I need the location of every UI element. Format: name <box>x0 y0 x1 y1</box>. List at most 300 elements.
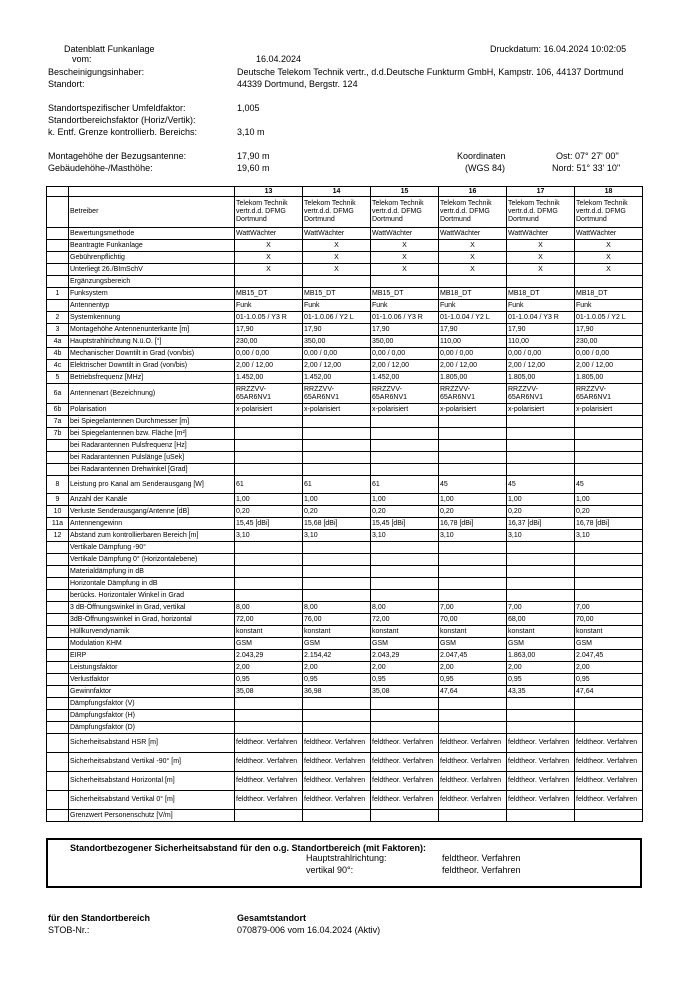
row-label: Betriebsfrequenz [MHz] <box>69 372 235 384</box>
value-cell <box>303 710 371 722</box>
value-cell: feldtheor. Verfahren <box>235 753 303 772</box>
value-cell <box>507 722 575 734</box>
mark-cell: X <box>507 264 575 276</box>
row-num <box>47 554 69 566</box>
value-cell: 7,00 <box>439 602 507 614</box>
value-cell <box>439 566 507 578</box>
row-leistungsfaktor <box>47 662 643 674</box>
mark-cell: X <box>235 252 303 264</box>
operator-cell <box>303 197 371 228</box>
mark-cell: X <box>371 264 439 276</box>
value-cell: 0,20 <box>303 506 371 518</box>
value-cell <box>507 542 575 554</box>
value-cell: 2,00 / 12,00 <box>507 360 575 372</box>
row-gebuehrenpflichtig <box>47 252 643 264</box>
row-horiz-winkel <box>47 590 643 602</box>
value-cell <box>303 698 371 710</box>
value-cell: 01-1.0.05 / Y2 L <box>575 312 643 324</box>
operator-line: Dortmund <box>236 216 267 223</box>
footer-right-title: Gesamtstandort <box>237 913 307 923</box>
row-label: Gewinnfaktor <box>69 686 235 698</box>
mark-cell: X <box>507 240 575 252</box>
value-cell: MB18_DT <box>507 288 575 300</box>
antenna-model-line: RRZZVV- <box>440 385 470 393</box>
operator-line: Dortmund <box>576 216 607 223</box>
row-polarisation <box>47 404 643 416</box>
value-cell: 72,00 <box>235 614 303 626</box>
value-cell: 68,00 <box>507 614 575 626</box>
value-cell <box>235 554 303 566</box>
row-num <box>47 698 69 710</box>
value-cell: konstant <box>575 626 643 638</box>
value-cell: feldtheor. Verfahren <box>371 753 439 772</box>
value-cell: 01-1.0.04 / Y3 R <box>507 312 575 324</box>
value-cell: 7,00 <box>575 602 643 614</box>
row-num: 6b <box>47 404 69 416</box>
value-cell: konstant <box>371 626 439 638</box>
row-verlustfaktor <box>47 674 643 686</box>
row-num <box>47 452 69 464</box>
value-cell: Funk <box>235 300 303 312</box>
header-num-cell <box>47 187 69 197</box>
coordinates-label: Koordinaten <box>457 151 506 161</box>
row-label: Dämpfungsfaktor (D) <box>69 722 235 734</box>
row-verluste <box>47 506 643 518</box>
row-num: 3 <box>47 324 69 336</box>
distance-label: k. Entf. Grenze kontrollierb. Bereichs: <box>48 127 198 137</box>
value-cell: 70,00 <box>439 614 507 626</box>
row-num: 1 <box>47 288 69 300</box>
value-cell: 16,78 [dBi] <box>575 518 643 530</box>
value-cell: 0,20 <box>439 506 507 518</box>
value-cell: 0,95 <box>303 674 371 686</box>
mark-cell: X <box>235 240 303 252</box>
operator-line: vertr.d.d. DFMG <box>576 208 626 215</box>
value-cell <box>439 542 507 554</box>
row-num <box>47 264 69 276</box>
value-cell: 2,00 <box>507 662 575 674</box>
row-operator <box>47 197 643 228</box>
row-num: 8 <box>47 476 69 494</box>
antenna-model-line: 65AR6NV1 <box>372 393 408 401</box>
summary-vert-value: feldtheor. Verfahren <box>442 865 521 875</box>
value-cell <box>303 590 371 602</box>
value-cell: 0,00 / 0,00 <box>575 348 643 360</box>
value-cell: 350,00 <box>371 336 439 348</box>
value-cell: feldtheor. Verfahren <box>439 753 507 772</box>
row-label: bei Radarantennen Drehwinkel [Grad] <box>69 464 235 476</box>
row-label: bei Radarantennen Pulsfrequenz [Hz] <box>69 440 235 452</box>
value-cell: WattWächter <box>371 228 439 240</box>
row-num <box>47 753 69 772</box>
row-num <box>47 578 69 590</box>
value-cell <box>235 452 303 464</box>
value-cell: 45 <box>575 476 643 494</box>
value-cell <box>507 464 575 476</box>
value-cell: Funk <box>371 300 439 312</box>
value-cell: GSM <box>439 638 507 650</box>
row-elek-downtilt <box>47 360 643 372</box>
value-cell <box>235 276 303 288</box>
value-cell <box>575 554 643 566</box>
row-grenzwert <box>47 810 643 822</box>
value-cell <box>303 566 371 578</box>
value-cell <box>235 590 303 602</box>
value-cell <box>575 452 643 464</box>
value-cell: feldtheor. Verfahren <box>507 772 575 791</box>
coordinate-east: Ost: 07° 27' 00'' <box>556 151 619 161</box>
value-cell <box>507 698 575 710</box>
value-cell <box>439 710 507 722</box>
value-cell: MB15_DT <box>303 288 371 300</box>
value-cell: GSM <box>507 638 575 650</box>
value-cell: 01-1.0.06 / Y3 R <box>371 312 439 324</box>
value-cell: x-polarisiert <box>235 404 303 416</box>
row-betriebsfrequenz <box>47 372 643 384</box>
row-num <box>47 228 69 240</box>
value-cell <box>371 464 439 476</box>
value-cell <box>575 440 643 452</box>
value-cell: 2.047,45 <box>575 650 643 662</box>
operator-line: Dortmund <box>440 216 471 223</box>
value-cell: 0,95 <box>575 674 643 686</box>
row-huellkurvendynamik <box>47 626 643 638</box>
value-cell <box>439 428 507 440</box>
row-unterliegt <box>47 264 643 276</box>
operator-line: Telekom Technik <box>440 200 492 207</box>
row-horiz-daempfung <box>47 578 643 590</box>
value-cell: konstant <box>507 626 575 638</box>
row-label: bei Spiegelantennen Durchmesser [m] <box>69 416 235 428</box>
row-num <box>47 240 69 252</box>
value-cell: 1.452,00 <box>235 372 303 384</box>
row-systemkennung <box>47 312 643 324</box>
summary-main-label: Hauptstrahlrichtung: <box>306 853 387 863</box>
mark-cell: X <box>507 252 575 264</box>
row-label: Horizontale Dämpfung in dB <box>69 578 235 590</box>
value-cell: feldtheor. Verfahren <box>575 753 643 772</box>
value-cell: Funk <box>507 300 575 312</box>
value-cell <box>507 578 575 590</box>
value-cell <box>439 440 507 452</box>
value-cell <box>235 464 303 476</box>
mark-cell: X <box>575 252 643 264</box>
value-cell: 0,00 / 0,00 <box>371 348 439 360</box>
row-sicherheitsabstand-hsr <box>47 734 643 753</box>
row-label: Sicherheitsabstand Vertikal 0° [m] <box>69 791 235 810</box>
value-cell <box>371 554 439 566</box>
row-daempfungsfaktor-h <box>47 710 643 722</box>
row-label: Antennengewinn <box>69 518 235 530</box>
header-name-cell <box>69 187 235 197</box>
value-cell <box>303 722 371 734</box>
value-cell: WattWächter <box>303 228 371 240</box>
footer-left-sub: STOB-Nr.: <box>48 925 90 935</box>
row-label: 3 dB-Öffnungswinkel in Grad, vertikal <box>69 602 235 614</box>
value-cell: x-polarisiert <box>303 404 371 416</box>
value-cell: 47,64 <box>439 686 507 698</box>
value-cell: 1.452,00 <box>303 372 371 384</box>
row-label: Polarisation <box>69 404 235 416</box>
value-cell: 2,00 <box>235 662 303 674</box>
column-header: 18 <box>575 187 643 197</box>
column-header: 13 <box>235 187 303 197</box>
row-spiegel-flaeche <box>47 428 643 440</box>
value-cell: 2,00 / 12,00 <box>235 360 303 372</box>
value-cell <box>235 416 303 428</box>
row-num <box>47 464 69 476</box>
row-label: bei Radarantennen Pulslänge [uSek] <box>69 452 235 464</box>
antenna-model-line: 65AR6NV1 <box>576 393 612 401</box>
value-cell: 17,90 <box>575 324 643 336</box>
row-label: Bewertungsmethode <box>69 228 235 240</box>
value-cell <box>371 710 439 722</box>
value-cell <box>235 698 303 710</box>
value-cell: 35,08 <box>235 686 303 698</box>
value-cell: x-polarisiert <box>439 404 507 416</box>
operator-cell <box>507 197 575 228</box>
value-cell: Funk <box>303 300 371 312</box>
value-cell: 36,98 <box>303 686 371 698</box>
antenna-model-cell <box>439 384 507 404</box>
row-label: 3dB-Öffnungswinkel in Grad, horizontal <box>69 614 235 626</box>
value-cell: feldtheor. Verfahren <box>235 772 303 791</box>
value-cell: 0,00 / 0,00 <box>439 348 507 360</box>
row-num: 4b <box>47 348 69 360</box>
value-cell: 76,00 <box>303 614 371 626</box>
operator-cell <box>235 197 303 228</box>
row-num <box>47 626 69 638</box>
mount-height-value: 17,90 m <box>237 151 270 161</box>
value-cell <box>507 710 575 722</box>
row-label: Betreiber <box>69 197 235 228</box>
row-label: Hüllkurvendynamik <box>69 626 235 638</box>
row-label: Ergänzungsbereich <box>69 276 235 288</box>
row-label: Verluste Senderausgang/Antenne [dB] <box>69 506 235 518</box>
value-cell: 1.805,00 <box>575 372 643 384</box>
value-cell: MB18_DT <box>439 288 507 300</box>
value-cell: 16,37 [dBi] <box>507 518 575 530</box>
row-num: 10 <box>47 506 69 518</box>
row-num <box>47 638 69 650</box>
operator-line: Telekom Technik <box>372 200 424 207</box>
value-cell: konstant <box>235 626 303 638</box>
footer-right-sub: 070879-006 vom 16.04.2024 (Aktiv) <box>237 925 381 935</box>
distance-value: 3,10 m <box>237 127 265 137</box>
value-cell <box>575 542 643 554</box>
value-cell: 8,00 <box>371 602 439 614</box>
row-label: Vertikale Dämpfung 0° (Horizontalebene) <box>69 554 235 566</box>
value-cell: 47,64 <box>575 686 643 698</box>
value-cell: feldtheor. Verfahren <box>303 772 371 791</box>
row-num <box>47 590 69 602</box>
row-label: Beantragte Funkanlage <box>69 240 235 252</box>
row-vert-daempfung-90 <box>47 542 643 554</box>
value-cell: feldtheor. Verfahren <box>575 772 643 791</box>
row-num <box>47 686 69 698</box>
value-cell: 0,95 <box>507 674 575 686</box>
row-oeffnungswinkel-horizontal <box>47 614 643 626</box>
row-num: 12 <box>47 530 69 542</box>
value-cell: 0,00 / 0,00 <box>507 348 575 360</box>
value-cell: konstant <box>303 626 371 638</box>
value-cell <box>439 810 507 822</box>
value-cell: MB18_DT <box>575 288 643 300</box>
row-label: Anzahl der Kanäle <box>69 494 235 506</box>
value-cell <box>439 416 507 428</box>
row-label: Systemkennung <box>69 312 235 324</box>
row-num <box>47 276 69 288</box>
value-cell: 1,00 <box>303 494 371 506</box>
value-cell: 72,00 <box>371 614 439 626</box>
value-cell: 2,00 / 12,00 <box>439 360 507 372</box>
value-cell <box>371 416 439 428</box>
value-cell: 3,10 <box>439 530 507 542</box>
row-label: Montagehöhe Antennenunterkante [m] <box>69 324 235 336</box>
operator-cell <box>575 197 643 228</box>
row-num <box>47 440 69 452</box>
env-factor-label: Standortspezifischer Umfeldfaktor: <box>48 103 186 113</box>
antenna-data-table <box>46 186 643 822</box>
antenna-model-cell <box>303 384 371 404</box>
antenna-model-line: 65AR6NV1 <box>508 393 544 401</box>
operator-line: vertr.d.d. DFMG <box>440 208 490 215</box>
site-value: 44339 Dortmund, Bergstr. 124 <box>237 79 358 89</box>
operator-line: Dortmund <box>372 216 403 223</box>
value-cell: 0,95 <box>235 674 303 686</box>
mark-cell: X <box>303 240 371 252</box>
value-cell: 1.805,00 <box>439 372 507 384</box>
holder-value: Deutsche Telekom Technik vertr., d.d.Deutsche Funkturm GmbH, Kampstr. 106, 44137 Dortmund <box>237 67 624 77</box>
building-height-value: 19,60 m <box>237 163 270 173</box>
value-cell <box>303 276 371 288</box>
value-cell <box>507 452 575 464</box>
value-cell: 1.805,00 <box>507 372 575 384</box>
coordinate-north: Nord: 51° 33' 10'' <box>552 163 621 173</box>
value-cell: 1,00 <box>371 494 439 506</box>
antenna-model-line: 65AR6NV1 <box>440 393 476 401</box>
summary-vert-label: vertikal 90°: <box>306 865 354 875</box>
row-num <box>47 300 69 312</box>
row-ergaenzungsbereich <box>47 276 643 288</box>
row-num <box>47 542 69 554</box>
value-cell: 0,00 / 0,00 <box>235 348 303 360</box>
value-cell <box>235 810 303 822</box>
mark-cell: X <box>575 264 643 276</box>
value-cell: feldtheor. Verfahren <box>303 734 371 753</box>
value-cell <box>507 590 575 602</box>
value-cell <box>235 578 303 590</box>
document-title: Datenblatt Funkanlage <box>64 44 155 54</box>
mark-cell: X <box>371 252 439 264</box>
value-cell: feldtheor. Verfahren <box>303 791 371 810</box>
value-cell: 15,68 [dBi] <box>303 518 371 530</box>
value-cell <box>303 542 371 554</box>
value-cell: feldtheor. Verfahren <box>371 734 439 753</box>
row-label: Antennentyp <box>69 300 235 312</box>
row-label: Unterliegt 26./BImSchV <box>69 264 235 276</box>
value-cell: 2.043,29 <box>371 650 439 662</box>
value-cell: 01-1.0.04 / Y2 L <box>439 312 507 324</box>
value-cell: 01-1.0.05 / Y3 R <box>235 312 303 324</box>
row-label: bei Spiegelantennen bzw. Fläche [m²] <box>69 428 235 440</box>
value-cell <box>303 810 371 822</box>
value-cell: 0,20 <box>575 506 643 518</box>
row-num <box>47 791 69 810</box>
operator-line: vertr.d.d. DFMG <box>372 208 422 215</box>
row-vert-daempfung-0 <box>47 554 643 566</box>
row-label: Sicherheitsabstand Horizontal [m] <box>69 772 235 791</box>
value-cell <box>371 810 439 822</box>
row-anzahl-kanaele <box>47 494 643 506</box>
value-cell <box>439 590 507 602</box>
value-cell: GSM <box>235 638 303 650</box>
antenna-model-line: RRZZVV- <box>508 385 538 393</box>
row-antennenart <box>47 384 643 404</box>
coordinates-system: (WGS 84) <box>465 163 506 173</box>
summary-title: Standortbezogener Sicherheitsabstand für den o.g. Standortbereich (mit Faktoren): <box>70 843 427 853</box>
value-cell <box>371 276 439 288</box>
value-cell: 0,20 <box>371 506 439 518</box>
value-cell: 16,78 [dBi] <box>439 518 507 530</box>
row-label: Abstand zum kontrollierbaren Bereich [m] <box>69 530 235 542</box>
column-header: 15 <box>371 187 439 197</box>
operator-line: Dortmund <box>304 216 335 223</box>
operator-line: Telekom Technik <box>304 200 356 207</box>
row-num <box>47 602 69 614</box>
row-num <box>47 734 69 753</box>
mark-cell: X <box>371 240 439 252</box>
value-cell: 1.863,00 <box>507 650 575 662</box>
value-cell <box>507 566 575 578</box>
value-cell: 1,00 <box>575 494 643 506</box>
operator-cell <box>439 197 507 228</box>
value-cell <box>371 542 439 554</box>
row-num: 11a <box>47 518 69 530</box>
row-label: Mechanischer Downtilt in Grad (von/bis) <box>69 348 235 360</box>
row-label: Elektrischer Downtilt in Grad (von/bis) <box>69 360 235 372</box>
row-mech-downtilt <box>47 348 643 360</box>
value-cell: 2.154,42 <box>303 650 371 662</box>
value-cell: WattWächter <box>575 228 643 240</box>
value-cell <box>371 722 439 734</box>
row-sicherheitsabstand-vert90 <box>47 753 643 772</box>
antenna-model-cell <box>575 384 643 404</box>
value-cell <box>371 428 439 440</box>
value-cell: feldtheor. Verfahren <box>371 791 439 810</box>
row-montagehoehe <box>47 324 643 336</box>
row-num <box>47 722 69 734</box>
value-cell: 0,00 / 0,00 <box>303 348 371 360</box>
value-cell: 61 <box>303 476 371 494</box>
row-num <box>47 674 69 686</box>
value-cell <box>439 578 507 590</box>
value-cell <box>575 566 643 578</box>
row-num: 9 <box>47 494 69 506</box>
value-cell: 230,00 <box>575 336 643 348</box>
value-cell <box>371 566 439 578</box>
value-cell: 61 <box>235 476 303 494</box>
value-cell <box>575 276 643 288</box>
value-cell: 15,45 [dBi] <box>235 518 303 530</box>
value-cell: WattWächter <box>439 228 507 240</box>
mark-cell: X <box>439 264 507 276</box>
row-bewertungsmethode <box>47 228 643 240</box>
row-label: Gebührenpflichtig <box>69 252 235 264</box>
row-label: Hauptstrahlrichtung N.ü.O. [°] <box>69 336 235 348</box>
row-label: Modulation KHM <box>69 638 235 650</box>
area-factor-label: Standortbereichsfaktor (Horiz/Vertik): <box>48 115 196 125</box>
